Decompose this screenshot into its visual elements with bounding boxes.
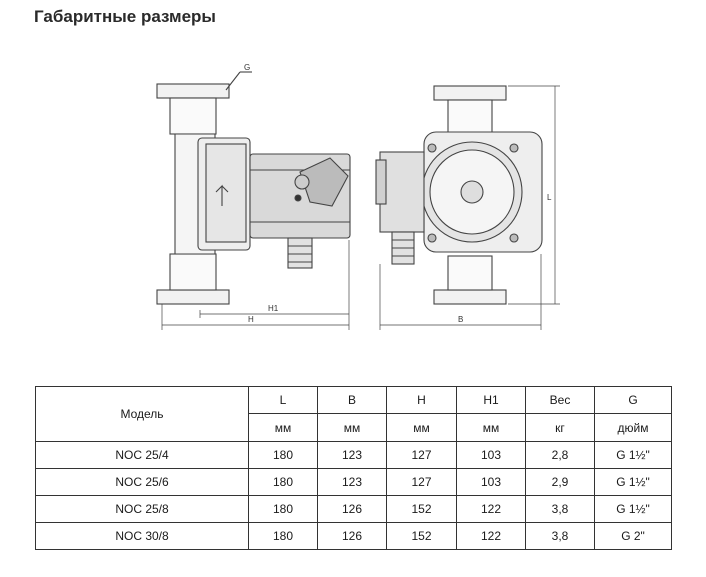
col-unit-g: дюйм [595, 414, 672, 442]
cell-b: 123 [318, 442, 387, 469]
side-view-drawing [157, 72, 350, 330]
cell-g: G 1½" [595, 442, 672, 469]
cell-l: 180 [249, 469, 318, 496]
cell-g: G 1½" [595, 496, 672, 523]
cell-b: 123 [318, 469, 387, 496]
page-title: Габаритные размеры [34, 7, 216, 26]
col-header-weight: Вес [526, 387, 595, 414]
label-g: G [244, 63, 251, 72]
col-unit-l: мм [249, 414, 318, 442]
table-row [36, 523, 672, 550]
cell-weight: 3,8 [526, 523, 595, 550]
cell-h1: 122 [457, 496, 526, 523]
table-row [36, 469, 672, 496]
label-h: H [248, 315, 254, 324]
cell-model: NOC 25/8 [36, 496, 249, 523]
col-unit-b: мм [318, 414, 387, 442]
col-header-h: H [387, 387, 457, 414]
model-header: Модель [36, 387, 249, 442]
cell-model: NOC 25/4 [36, 442, 249, 469]
label-l: L [547, 193, 552, 202]
front-view-drawing [376, 86, 560, 330]
cell-h1: 122 [457, 523, 526, 550]
cell-l: 180 [249, 496, 318, 523]
cell-weight: 3,8 [526, 496, 595, 523]
label-h1: H1 [268, 304, 279, 313]
cell-model: NOC 25/6 [36, 469, 249, 496]
cell-g: G 1½" [595, 469, 672, 496]
cell-model: NOC 30/8 [36, 523, 249, 550]
col-unit-h: мм [387, 414, 457, 442]
cell-weight: 2,8 [526, 442, 595, 469]
cell-h: 127 [387, 442, 457, 469]
label-b: B [458, 315, 464, 324]
col-header-b: B [318, 387, 387, 414]
cell-b: 126 [318, 523, 387, 550]
cell-h: 152 [387, 523, 457, 550]
col-unit-h1: мм [457, 414, 526, 442]
cell-g: G 2" [595, 523, 672, 550]
col-header-h1: H1 [457, 387, 526, 414]
table-row [36, 496, 672, 523]
cell-h: 127 [387, 469, 457, 496]
col-header-l: L [249, 387, 318, 414]
cell-l: 180 [249, 442, 318, 469]
cell-weight: 2,9 [526, 469, 595, 496]
cell-h1: 103 [457, 442, 526, 469]
cell-h1: 103 [457, 469, 526, 496]
cell-h: 152 [387, 496, 457, 523]
cell-l: 180 [249, 523, 318, 550]
table-row [36, 442, 672, 469]
cell-b: 126 [318, 496, 387, 523]
col-header-g: G [595, 387, 672, 414]
spec-table [35, 386, 672, 550]
col-unit-weight: кг [526, 414, 595, 442]
